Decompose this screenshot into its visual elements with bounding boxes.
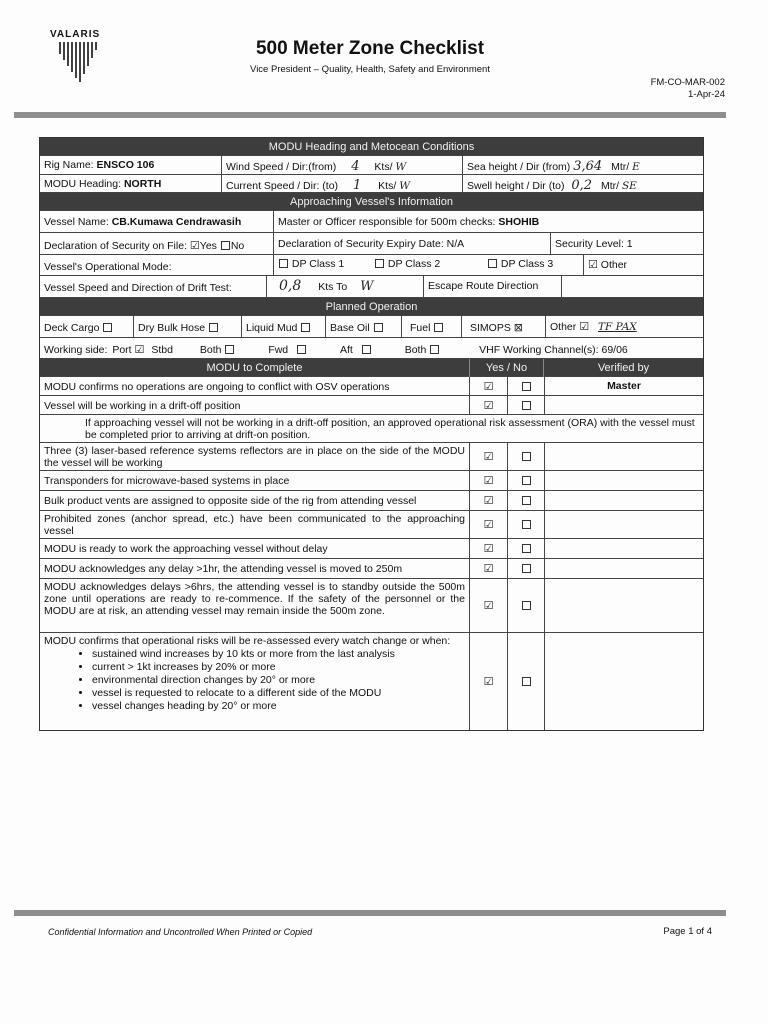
dp3-checkbox[interactable] (488, 259, 497, 268)
vessel-row-4 (40, 276, 703, 298)
liquid-mud-label: Liquid Mud (246, 322, 298, 334)
current-unit: Kts/ (378, 180, 397, 192)
wind-dir: W (395, 161, 407, 173)
yes-checkbox[interactable]: ☑ (469, 443, 507, 470)
checklist-text: MODU confirms that operational risks will be re-assessed every watch change or when: (44, 635, 451, 647)
no-checkbox[interactable] (507, 491, 544, 510)
yes-no-heading: Yes / No (469, 359, 544, 377)
no-checkbox[interactable] (507, 377, 544, 395)
dp1-checkbox[interactable] (279, 259, 288, 268)
checklist-row-6 (40, 511, 703, 539)
security-level-cell (550, 233, 703, 254)
planned-row-2 (40, 338, 703, 359)
dry-bulk-cell (133, 316, 241, 337)
section-heading-metocean: MODU Heading and Metocean Conditions (40, 138, 703, 156)
simops-cell (461, 316, 545, 337)
aft-label: Aft (340, 344, 353, 356)
no-checkbox[interactable] (507, 559, 544, 578)
vessel-name-cell (40, 211, 273, 232)
dos-expiry: Declaration of Security Expiry Date: N/A (278, 238, 465, 250)
no-checkbox[interactable] (507, 539, 544, 558)
fwd-checkbox[interactable] (297, 345, 306, 354)
checklist-text: MODU acknowledges any delay >1hr, the attending vessel is moved to 250m (44, 563, 403, 575)
yes-checkbox[interactable]: ☑ (469, 559, 507, 578)
yes-checkbox[interactable]: ☑ (469, 579, 507, 632)
verified-by (544, 539, 703, 558)
dry-bulk-label: Dry Bulk Hose (138, 322, 206, 334)
other-op-label: Other (550, 321, 577, 333)
checklist-text: Transponders for microwave-based systems in place (44, 475, 290, 487)
base-oil-cell (325, 316, 401, 337)
reassess-conditions-list (44, 648, 465, 713)
fuel-cell (401, 316, 461, 337)
yes-checkbox[interactable]: ☑ (469, 633, 507, 730)
both1-label: Both (199, 344, 222, 356)
yes-checkbox[interactable]: ☑ (469, 471, 507, 490)
working-side-cell (40, 338, 703, 358)
checklist-row-8 (40, 559, 703, 579)
deck-cargo-cell (40, 316, 133, 337)
fuel-checkbox[interactable] (434, 323, 443, 332)
no-checkbox[interactable] (507, 443, 544, 470)
yes-checkbox[interactable]: ☑ (469, 396, 507, 414)
yes-checkbox[interactable]: ☑ (469, 377, 507, 395)
drift-label-cell (40, 276, 266, 297)
form-date: 1-Apr-24 (688, 89, 725, 100)
verified-by (544, 491, 703, 510)
vhf-channel: VHF Working Channel(s): 69/06 (479, 344, 628, 356)
vessel-name-label: Vessel Name: (44, 216, 109, 228)
document-title: 500 Meter Zone Checklist (255, 38, 485, 59)
checklist-form (39, 137, 704, 731)
mode-label-cell (40, 255, 273, 275)
checklist-text: Bulk product vents are assigned to opposite side of the rig from attending vessel (44, 495, 417, 507)
dp3-cell (483, 255, 583, 275)
planned-row-1 (40, 316, 703, 338)
other-op-checkbox[interactable]: ☑ (579, 321, 590, 333)
swell-dir: SE (621, 180, 637, 192)
yes-checkbox[interactable]: ☑ (469, 539, 507, 558)
vessel-name-value: CB.Kumawa Cendrawasih (111, 216, 242, 228)
dos-cell (40, 233, 273, 254)
list-item: • environmental direction changes by 20° or more (92, 674, 465, 687)
verified-by (544, 559, 703, 578)
dos-yes-checkbox[interactable]: ☑ (189, 240, 200, 252)
no-checkbox[interactable] (507, 579, 544, 632)
heading-label: MODU Heading: (44, 178, 122, 190)
no-checkbox[interactable] (507, 471, 544, 490)
fuel-label: Fuel (410, 322, 431, 334)
checklist-text: Prohibited zones (anchor spread, etc.) have been communicated to the approaching vessel (44, 513, 465, 537)
sea-label: Sea height / Dir (from) (467, 161, 571, 173)
checklist-text: MODU is ready to work the approaching vessel without delay (44, 543, 328, 555)
port-label: Port (112, 344, 132, 356)
both2-checkbox[interactable] (430, 345, 439, 354)
document-subtitle: Vice President – Quality, Health, Safety and Environment (250, 64, 490, 75)
rig-name-cell (40, 156, 221, 174)
checklist-cell (40, 633, 469, 730)
simops-checkbox[interactable]: ⊠ (513, 322, 523, 334)
dos-label: Declaration of Security on File: (44, 240, 187, 252)
swell-height: 0,2 (571, 178, 593, 193)
wind-label: Wind Speed / Dir:(from) (226, 161, 337, 173)
other-mode-label: Other (600, 259, 628, 271)
verified-by (544, 633, 703, 730)
wind-speed: 4 (351, 159, 360, 174)
verified-by (544, 443, 703, 470)
current-speed: 1 (352, 178, 362, 193)
checklist-row-10 (40, 633, 703, 730)
section-heading-vessel: Approaching Vessel's Information (40, 193, 703, 211)
page-number: Page 1 of 4 (663, 926, 712, 937)
checklist-text: MODU acknowledges delays >6hrs, the attending vessel is to standby outside the 500m zone until operations are ready to re-commence. If the safety of the personnel or the MODU are at risk, an attending vessel may remain inside the 500m zone. (44, 581, 465, 617)
master-cell (273, 211, 703, 232)
dp2-cell (370, 255, 483, 275)
swell-unit: Mtr/ (600, 180, 620, 192)
confidential-notice: Confidential Information and Uncontrolled When Printed or Copied (48, 927, 313, 937)
deck-cargo-label: Deck Cargo (44, 322, 100, 334)
liquid-mud-cell (241, 316, 325, 337)
mode-label: Vessel's Operational Mode: (44, 261, 172, 273)
section-heading-complete (40, 359, 703, 377)
vessel-row-2 (40, 233, 703, 255)
checklist-note-row (40, 415, 703, 443)
drift-speed: 0,8 (279, 278, 302, 294)
checklist-text: MODU confirms no operations are ongoing to conflict with OSV operations (44, 381, 390, 393)
wind-cell (221, 156, 462, 174)
escape-route-label: Escape Route Direction (428, 280, 539, 292)
dp1-cell (273, 255, 370, 275)
form-code: FM-CO-MAR-002 (650, 77, 725, 88)
metocean-row-1 (40, 156, 703, 175)
current-dir: W (399, 180, 410, 192)
list-item: • current > 1kt increases by 20% or more (92, 661, 465, 674)
sea-cell (462, 156, 703, 174)
company-logo-text: VALARIS (50, 29, 101, 40)
complete-heading: MODU to Complete (206, 362, 303, 374)
heading-value: NORTH (123, 178, 162, 190)
wind-unit: Kts/ (374, 161, 393, 173)
form-reference (651, 77, 725, 101)
no-checkbox[interactable] (507, 511, 544, 538)
aft-checkbox[interactable] (362, 345, 371, 354)
both2-label: Both (404, 344, 427, 356)
drift-value-cell (266, 276, 423, 297)
dos-yes-label: Yes (199, 240, 217, 252)
both1-checkbox[interactable] (225, 345, 234, 354)
dp3-label: DP Class 3 (500, 258, 554, 270)
verified-heading: Verified by (597, 362, 650, 374)
verified-by: Master (544, 377, 703, 395)
dp2-label: DP Class 2 (387, 258, 441, 270)
dp2-checkbox[interactable] (375, 259, 384, 268)
current-label: Current Speed / Dir: (to) (226, 180, 339, 192)
sea-height: 3,64 (573, 159, 603, 174)
checklist-row-3 (40, 443, 703, 471)
current-cell (221, 175, 462, 192)
list-item: • vessel is requested to relocate to a different side of the MODU (92, 687, 465, 700)
checklist-row-9 (40, 579, 703, 633)
rig-name-value: ENSCO 106 (96, 159, 155, 171)
swell-label: Swell height / Dir (to) (467, 180, 565, 192)
section-heading-planned: Planned Operation (40, 298, 703, 316)
dp1-label: DP Class 1 (291, 258, 345, 270)
escape-value-cell (561, 276, 703, 297)
stbd-label: Stbd (151, 344, 173, 356)
verified-by (544, 396, 703, 414)
sea-dir: E (632, 161, 640, 173)
simops-label: SIMOPS (470, 322, 511, 334)
verified-by (544, 579, 703, 632)
drift-dir: W (360, 279, 374, 294)
drift-label: Vessel Speed and Direction of Drift Test: (44, 282, 232, 294)
security-level: Security Level: 1 (555, 238, 633, 250)
working-side-label: Working side: (44, 344, 108, 356)
yes-checkbox[interactable]: ☑ (469, 491, 507, 510)
footer-divider (14, 910, 726, 916)
checklist-row-5 (40, 491, 703, 511)
checklist-text: Three (3) laser-based reference systems reflectors are in place on the side of the MODU the vessel will be working (44, 445, 465, 469)
other-mode-cell (583, 255, 703, 275)
other-mode-checkbox[interactable]: ☑ (588, 259, 598, 271)
dos-no-checkbox[interactable] (221, 241, 230, 250)
fwd-label: Fwd (268, 344, 289, 356)
liquid-mud-checkbox[interactable] (301, 323, 310, 332)
drift-unit: Kts To (318, 281, 348, 293)
header-divider (14, 112, 726, 118)
rig-name-label: Rig Name: (44, 159, 94, 171)
deck-cargo-checkbox[interactable] (103, 323, 112, 332)
other-op-value: TF PAX (597, 321, 637, 333)
vessel-row-3 (40, 255, 703, 276)
checklist-text: Vessel will be working in a drift-off position (44, 400, 241, 412)
yes-checkbox[interactable]: ☑ (469, 511, 507, 538)
checklist-row-4 (40, 471, 703, 491)
other-op-cell (545, 316, 703, 337)
sea-unit: Mtr/ (611, 161, 630, 173)
no-checkbox[interactable] (507, 396, 544, 414)
verified-by (544, 511, 703, 538)
port-checkbox[interactable]: ☑ (134, 344, 145, 356)
dry-bulk-checkbox[interactable] (209, 323, 218, 332)
base-oil-label: Base Oil (330, 322, 370, 334)
list-item: • sustained wind increases by 10 kts or more from the last analysis (92, 648, 465, 661)
dos-no-label: No (230, 240, 245, 252)
base-oil-checkbox[interactable] (374, 323, 383, 332)
metocean-row-2 (40, 175, 703, 193)
verified-by (544, 471, 703, 490)
dos-expiry-cell (273, 233, 550, 254)
master-label: Master or Officer responsible for 500m checks: (278, 216, 496, 228)
checklist-row-2 (40, 396, 703, 415)
master-value: SHOHIB (498, 216, 540, 228)
ora-note: If approaching vessel will not be working in a drift-off position, an approved operational risk assessment (ORA) with the vessel must be completed prior to arriving at drift-on position. (85, 417, 695, 441)
checklist-row-7 (40, 539, 703, 559)
heading-cell (40, 175, 221, 192)
list-item: • vessel changes heading by 20° or more (92, 700, 465, 713)
vessel-row-1 (40, 211, 703, 233)
swell-cell (462, 175, 703, 192)
checklist-row-1 (40, 377, 703, 396)
escape-cell (423, 276, 561, 297)
no-checkbox[interactable] (507, 633, 544, 730)
